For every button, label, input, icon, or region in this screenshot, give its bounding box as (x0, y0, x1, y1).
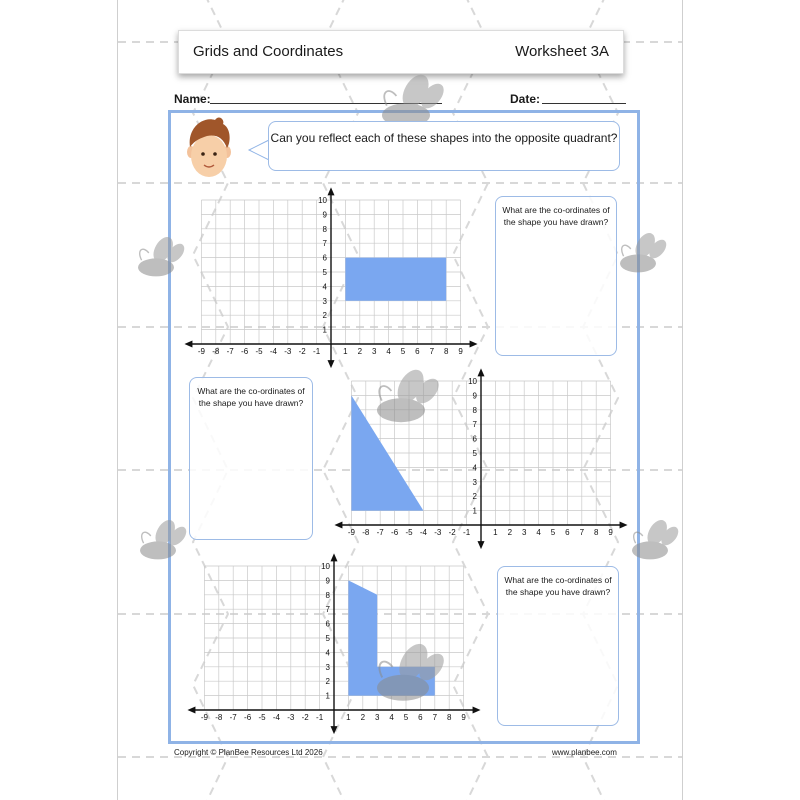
y-tick-label: 6 (472, 434, 477, 444)
y-tick-label: 9 (325, 576, 330, 586)
bee-watermark-icon (138, 234, 188, 277)
x-tick-label: 6 (415, 347, 420, 356)
bee-body (377, 675, 429, 701)
avatar-face (191, 135, 227, 177)
answer-box-3[interactable] (497, 566, 619, 726)
x-axis-arrow-right (473, 707, 481, 714)
x-tick-label: -7 (229, 713, 237, 722)
y-tick-label: 8 (472, 405, 477, 415)
y-tick-label: 8 (325, 590, 330, 600)
x-tick-label: 4 (536, 528, 541, 537)
answer-prompt-3: What are the co-ordinates of the shape you have drawn? (504, 575, 612, 597)
y-tick-label: 4 (325, 648, 330, 658)
x-tick-label: 5 (550, 528, 556, 537)
y-axis-arrow-down (331, 726, 338, 734)
y-tick-label: 8 (322, 224, 327, 234)
y-axis-arrow-up (478, 368, 485, 376)
y-axis-arrow-up (328, 187, 335, 195)
x-tick-label: -4 (272, 713, 280, 722)
speech-bubble (268, 121, 620, 171)
x-tick-label: -2 (298, 347, 306, 356)
bee-antenna (142, 532, 151, 543)
y-tick-label: 9 (322, 210, 327, 220)
date-label: Date: (510, 92, 541, 106)
y-tick-label: 1 (322, 325, 327, 335)
x-axis-arrow-left (334, 522, 342, 529)
x-tick-label: 6 (418, 713, 423, 722)
coordinate-grid-1 (184, 187, 477, 368)
bee-watermark-icon (377, 365, 443, 422)
y-tick-label: 6 (325, 619, 330, 629)
x-tick-label: 3 (374, 713, 380, 722)
x-axis-arrow-left (187, 707, 195, 714)
x-tick-label: -9 (197, 347, 205, 356)
x-tick-label: -3 (284, 347, 292, 356)
bee-watermark-icon (382, 70, 448, 127)
x-tick-label: -1 (463, 528, 471, 537)
x-tick-label: -2 (301, 713, 309, 722)
y-tick-label: 2 (325, 677, 330, 687)
y-tick-label: 5 (325, 634, 330, 643)
x-tick-label: 4 (389, 713, 394, 722)
x-tick-label: 1 (493, 528, 498, 537)
x-tick-label: 9 (461, 713, 466, 722)
bee-watermark-icon (140, 517, 190, 560)
x-tick-label: 7 (579, 528, 585, 537)
x-tick-label: 2 (360, 713, 366, 722)
y-tick-label: 3 (325, 662, 330, 672)
x-tick-label: 2 (507, 528, 513, 537)
x-tick-label: -8 (215, 713, 223, 722)
worksheet-title: Grids and Coordinates (193, 43, 344, 60)
y-tick-label: 10 (468, 377, 477, 386)
x-tick-label: 7 (432, 713, 438, 722)
x-tick-label: 8 (593, 528, 599, 537)
y-tick-label: 10 (318, 196, 327, 205)
coordinate-grid-3 (187, 553, 480, 734)
website-text: www.planbee.com (552, 748, 617, 757)
x-tick-label: -8 (212, 347, 220, 356)
y-axis-arrow-up (331, 553, 338, 561)
x-tick-label: -3 (434, 528, 442, 537)
y-tick-label: 7 (322, 239, 327, 249)
x-tick-label: -5 (255, 347, 263, 356)
x-tick-label: -8 (362, 528, 370, 537)
y-tick-label: 10 (321, 562, 330, 571)
x-tick-label: -1 (316, 713, 324, 722)
y-tick-label: 3 (472, 477, 477, 487)
x-tick-label: 7 (429, 347, 435, 356)
x-axis-arrow-right (470, 341, 478, 348)
bee-body (140, 541, 176, 559)
x-tick-label: -9 (347, 528, 355, 537)
x-tick-label: 3 (521, 528, 527, 537)
bee-antenna (634, 532, 643, 543)
answer-box-2[interactable] (189, 377, 313, 540)
x-tick-label: -4 (269, 347, 277, 356)
x-tick-label: -5 (258, 713, 266, 722)
x-tick-label: -4 (419, 528, 427, 537)
x-axis-arrow-right (620, 522, 628, 529)
x-tick-label: -2 (448, 528, 456, 537)
y-tick-label: 1 (472, 506, 477, 516)
bee-antenna (384, 91, 396, 106)
x-tick-label: -6 (241, 347, 249, 356)
bee-antenna (140, 249, 149, 260)
bee-antenna (622, 245, 631, 256)
y-tick-label: 7 (325, 605, 330, 615)
x-tick-label: 4 (386, 347, 391, 356)
x-axis-arrow-left (184, 341, 192, 348)
name-label: Name: (174, 92, 211, 106)
bee-antenna (379, 386, 391, 401)
bee-body (632, 541, 668, 559)
y-tick-label: 9 (472, 391, 477, 401)
worksheet-number: Worksheet 3A (515, 43, 609, 60)
x-tick-label: -7 (376, 528, 384, 537)
x-tick-label: -1 (313, 347, 321, 356)
y-tick-label: 5 (322, 268, 327, 277)
x-tick-label: 5 (403, 713, 409, 722)
bee-watermark-icon (632, 517, 682, 560)
x-tick-label: 5 (400, 347, 406, 356)
copyright-text: Copyright © PlanBee Resources Ltd 2026 (174, 748, 323, 757)
y-axis-arrow-down (328, 360, 335, 368)
answer-box-1[interactable] (495, 196, 617, 356)
x-tick-label: -6 (391, 528, 399, 537)
x-tick-label: 8 (443, 347, 449, 356)
y-tick-label: 5 (472, 449, 477, 458)
y-tick-label: 2 (472, 492, 477, 502)
bee-body (377, 398, 425, 422)
instruction-text: Can you reflect each of these shapes into the opposite quadrant? (270, 131, 618, 145)
x-tick-label: -9 (200, 713, 208, 722)
y-axis-arrow-down (478, 541, 485, 549)
avatar-eye (201, 152, 205, 156)
bee-body (620, 254, 656, 272)
y-tick-label: 4 (472, 463, 477, 473)
x-tick-label: -3 (287, 713, 295, 722)
x-tick-label: -5 (405, 528, 413, 537)
x-tick-label: 9 (608, 528, 613, 537)
y-tick-label: 1 (325, 691, 330, 701)
x-tick-label: 8 (446, 713, 452, 722)
speech-bubble-tail (249, 140, 269, 160)
blue-shape-1 (345, 258, 446, 301)
boy-avatar-icon (187, 117, 231, 177)
x-tick-label: 3 (371, 347, 377, 356)
x-tick-label: 2 (357, 347, 363, 356)
x-tick-label: -6 (244, 713, 252, 722)
y-tick-label: 2 (322, 311, 327, 321)
x-tick-label: -7 (226, 347, 234, 356)
answer-prompt-1: What are the co-ordinates of the shape you have drawn? (502, 205, 610, 227)
y-tick-label: 7 (472, 420, 477, 430)
bee-body (138, 258, 174, 276)
answer-prompt-2: What are the co-ordinates of the shape you have drawn? (197, 386, 305, 408)
worksheet-page (117, 0, 683, 800)
coordinate-grid-2 (334, 368, 627, 549)
x-tick-label: 1 (346, 713, 351, 722)
y-tick-label: 3 (322, 296, 327, 306)
bee-watermark-icon (620, 230, 670, 273)
x-tick-label: 6 (565, 528, 570, 537)
avatar-eye (213, 152, 217, 156)
y-tick-label: 4 (322, 282, 327, 292)
y-tick-label: 6 (322, 253, 327, 263)
x-tick-label: 9 (458, 347, 463, 356)
x-tick-label: 1 (343, 347, 348, 356)
